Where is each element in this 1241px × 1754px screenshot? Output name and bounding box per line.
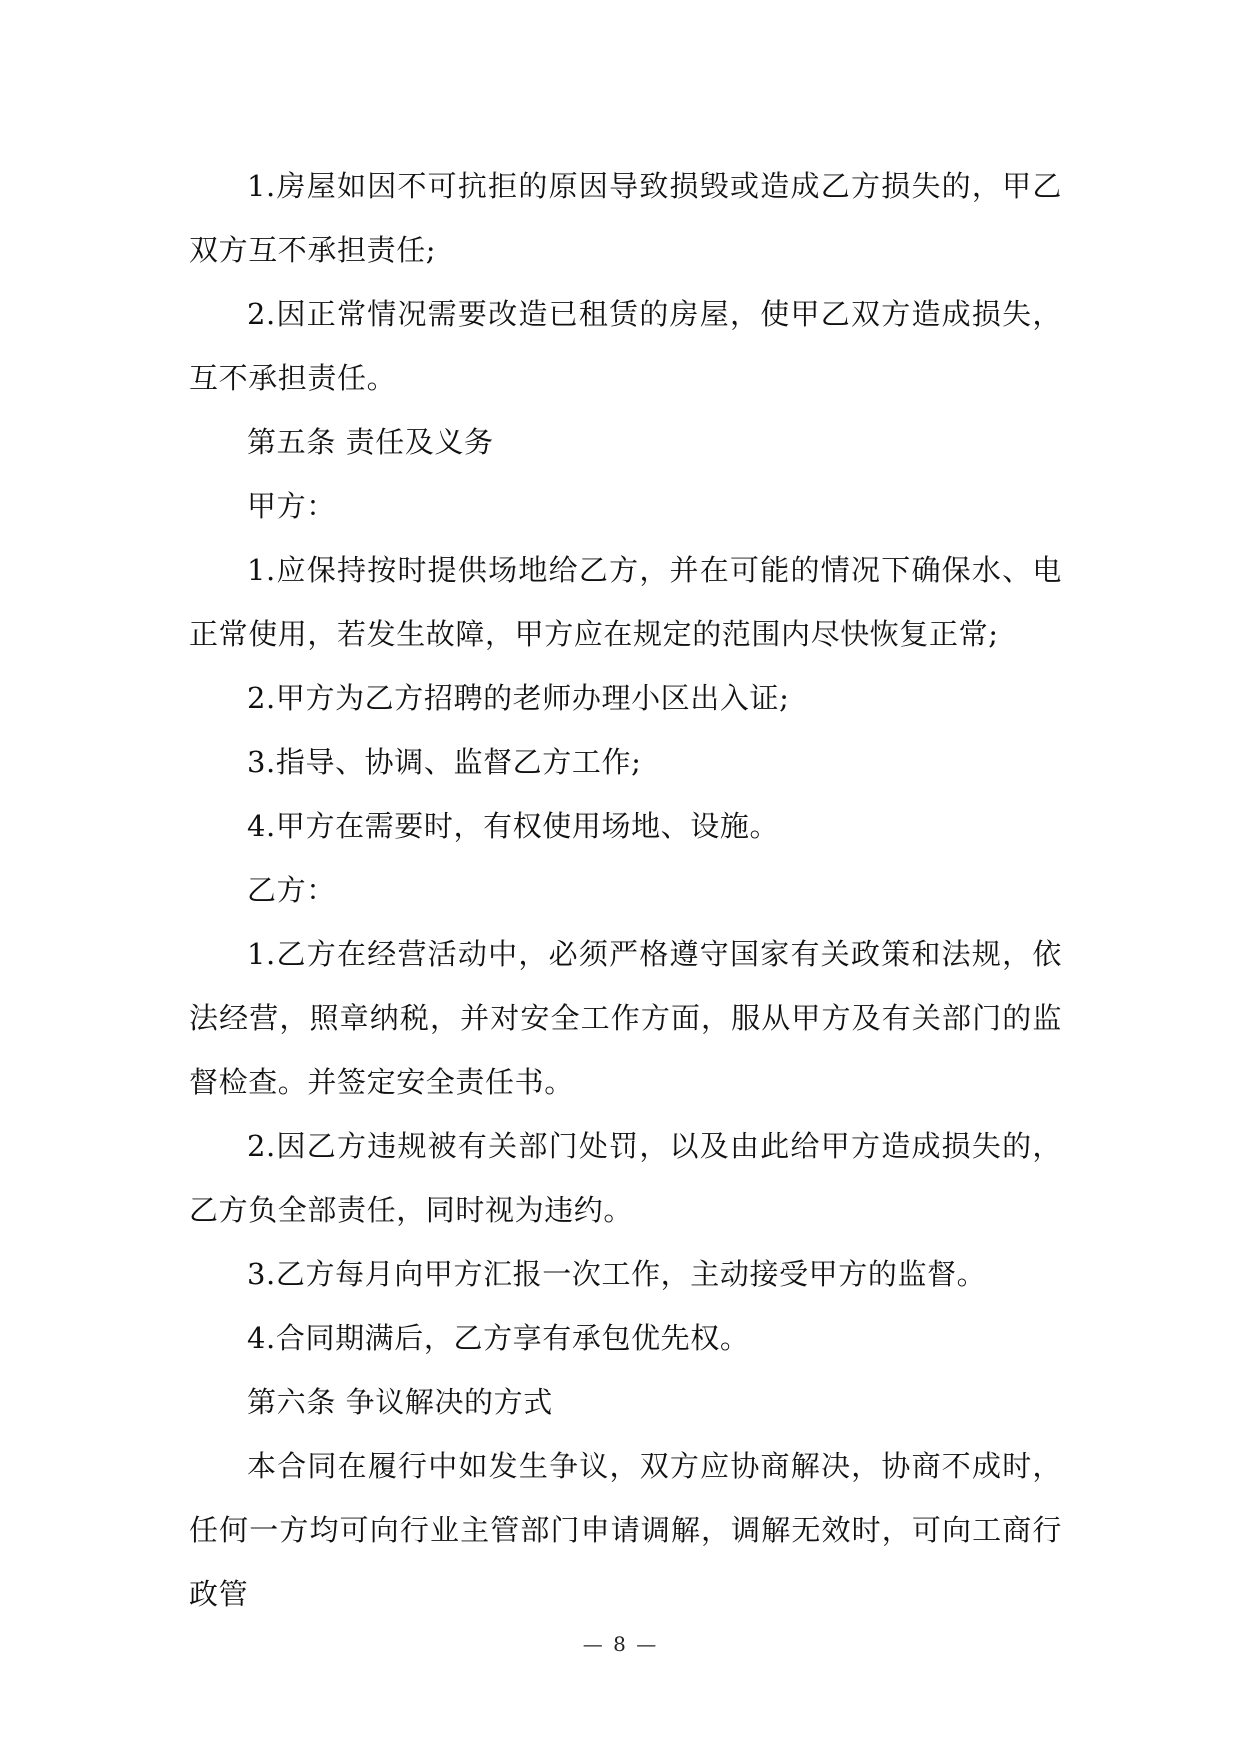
- clause-force-majeure: 1.房屋如因不可抗拒的原因导致损毁或造成乙方损失的，甲乙双方互不承担责任;: [189, 169, 1062, 267]
- party-a-heading: 甲方：: [247, 489, 336, 523]
- clause-renovation-loss: 2.因正常情况需要改造已租赁的房屋，使甲乙双方造成损失，互不承担责任。: [189, 297, 1062, 395]
- document-body: [189, 154, 1062, 1626]
- article-5-heading: 第五条 责任及义务: [247, 425, 494, 459]
- party-b-item-3: 3.乙方每月向甲方汇报一次工作，主动接受甲方的监督。: [247, 1257, 987, 1291]
- article-6-heading: 第六条 争议解决的方式: [247, 1385, 553, 1419]
- party-a-item-3: 3.指导、协调、监督乙方工作;: [247, 745, 642, 779]
- party-a-item-4: 4.甲方在需要时，有权使用场地、设施。: [247, 809, 780, 843]
- page-number: — 8 —: [582, 1632, 659, 1656]
- party-b-item-2: 2.因乙方违规被有关部门处罚，以及由此给甲方造成损失的，乙方负全部责任，同时视为违约。: [189, 1129, 1062, 1227]
- dispute-resolution-paragraph: 本合同在履行中如发生争议，双方应协商解决，协商不成时，任何一方均可向行业主管部门申请调解，调解无效时，可向工商行政管: [189, 1449, 1062, 1611]
- party-a-item-2: 2.甲方为乙方招聘的老师办理小区出入证;: [247, 681, 790, 715]
- party-b-item-1: 1.乙方在经营活动中，必须严格遵守国家有关政策和法规，依法经营，照章纳税，并对安全工作方面，服从甲方及有关部门的监督检查。并签定安全责任书。: [189, 937, 1062, 1099]
- party-b-heading: 乙方：: [247, 873, 336, 907]
- party-b-item-4: 4.合同期满后，乙方享有承包优先权。: [247, 1321, 750, 1355]
- party-a-item-1: 1.应保持按时提供场地给乙方，并在可能的情况下确保水、电正常使用，若发生故障，甲方应在规定的范围内尽快恢复正常;: [189, 553, 1062, 651]
